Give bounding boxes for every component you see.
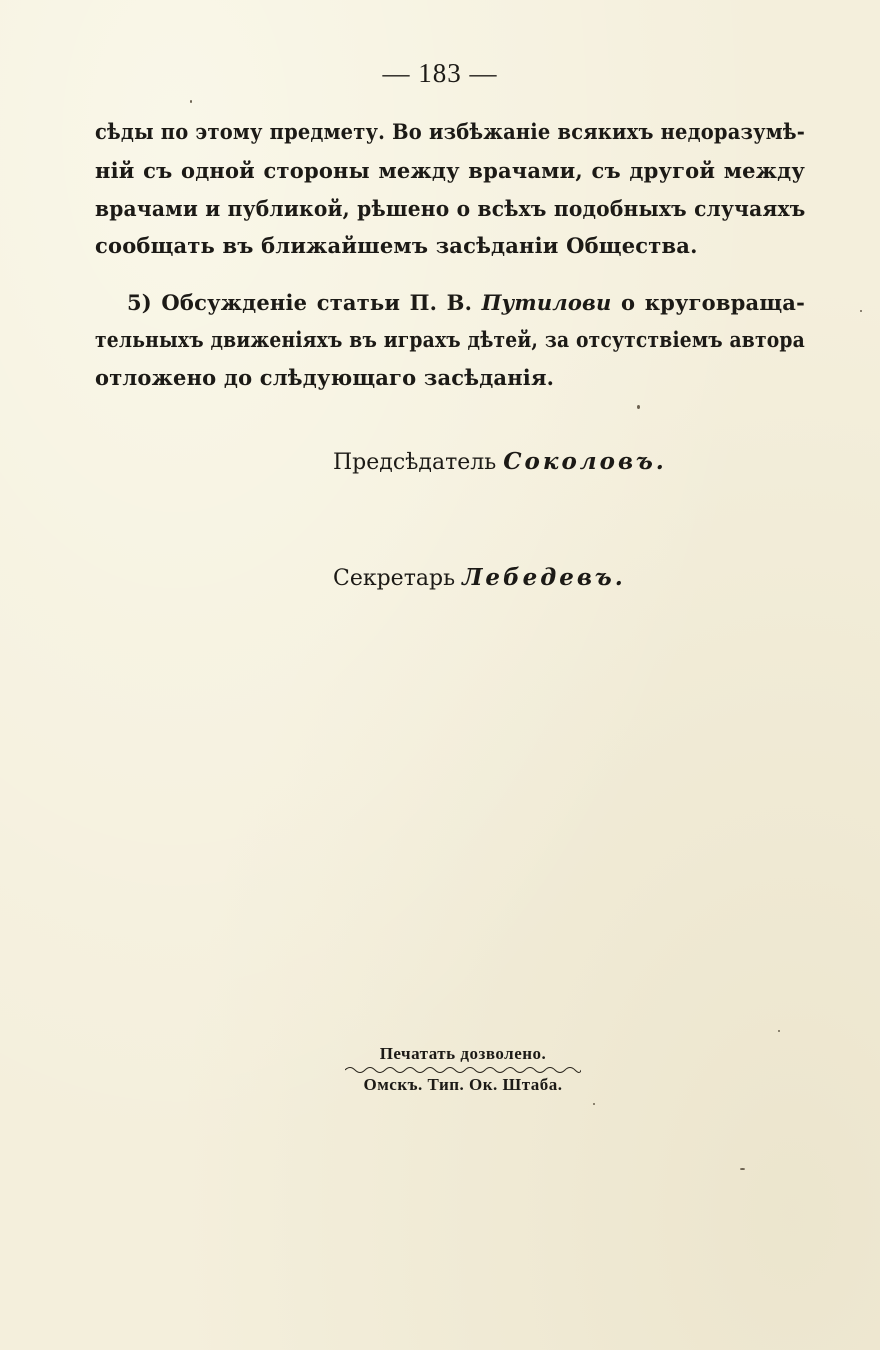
item5-line-1-end: о круговраща- [621,290,805,315]
item5-line-1 [127,289,805,317]
secretary-name: Лебедевъ. [462,564,626,591]
paragraph-line-2: ній съ одной стороны между врачами, съ другой между [95,158,805,183]
secretary-signature [333,564,626,591]
paper-speck [860,310,862,312]
item5-line-2: тельныхъ движеніяхъ въ играхъ дѣтей, за отсутствіемъ автора [95,327,805,352]
printer-imprint: Омскъ. Тип. Ок. Штаба. [363,1075,563,1094]
paper-speck [740,1168,745,1170]
item5-line-1-start: 5) Обсужденіе статьи П. В. [127,290,473,315]
paragraph-line-1: сѣды по этому предмету. Во избѣжаніе всякихъ недоразумѣ- [95,119,806,144]
censorship-approval: Печатать дозволено. [379,1044,547,1063]
paragraph-line-4: сообщать въ ближайшемъ засѣданіи Общества. [95,233,698,258]
paper-speck [637,405,640,409]
wavy-divider [345,1065,581,1075]
paper-speck [593,1103,595,1105]
secretary-role: Секретарь [333,566,456,591]
chairman-role: Предсѣдатель [333,450,497,475]
item5-author-name: Путилови [481,290,612,315]
paragraph-line-3: врачами и публикой, рѣшено о всѣхъ подобныхъ случаяхъ [95,196,806,221]
item5-line-3: отложено до слѣдующаго засѣданія. [95,365,555,390]
paper-speck [190,100,192,103]
paper-speck [778,1030,780,1032]
chairman-name: Соколовъ. [503,448,667,475]
page-number: — 183 — [382,58,498,88]
chairman-signature [333,448,667,475]
